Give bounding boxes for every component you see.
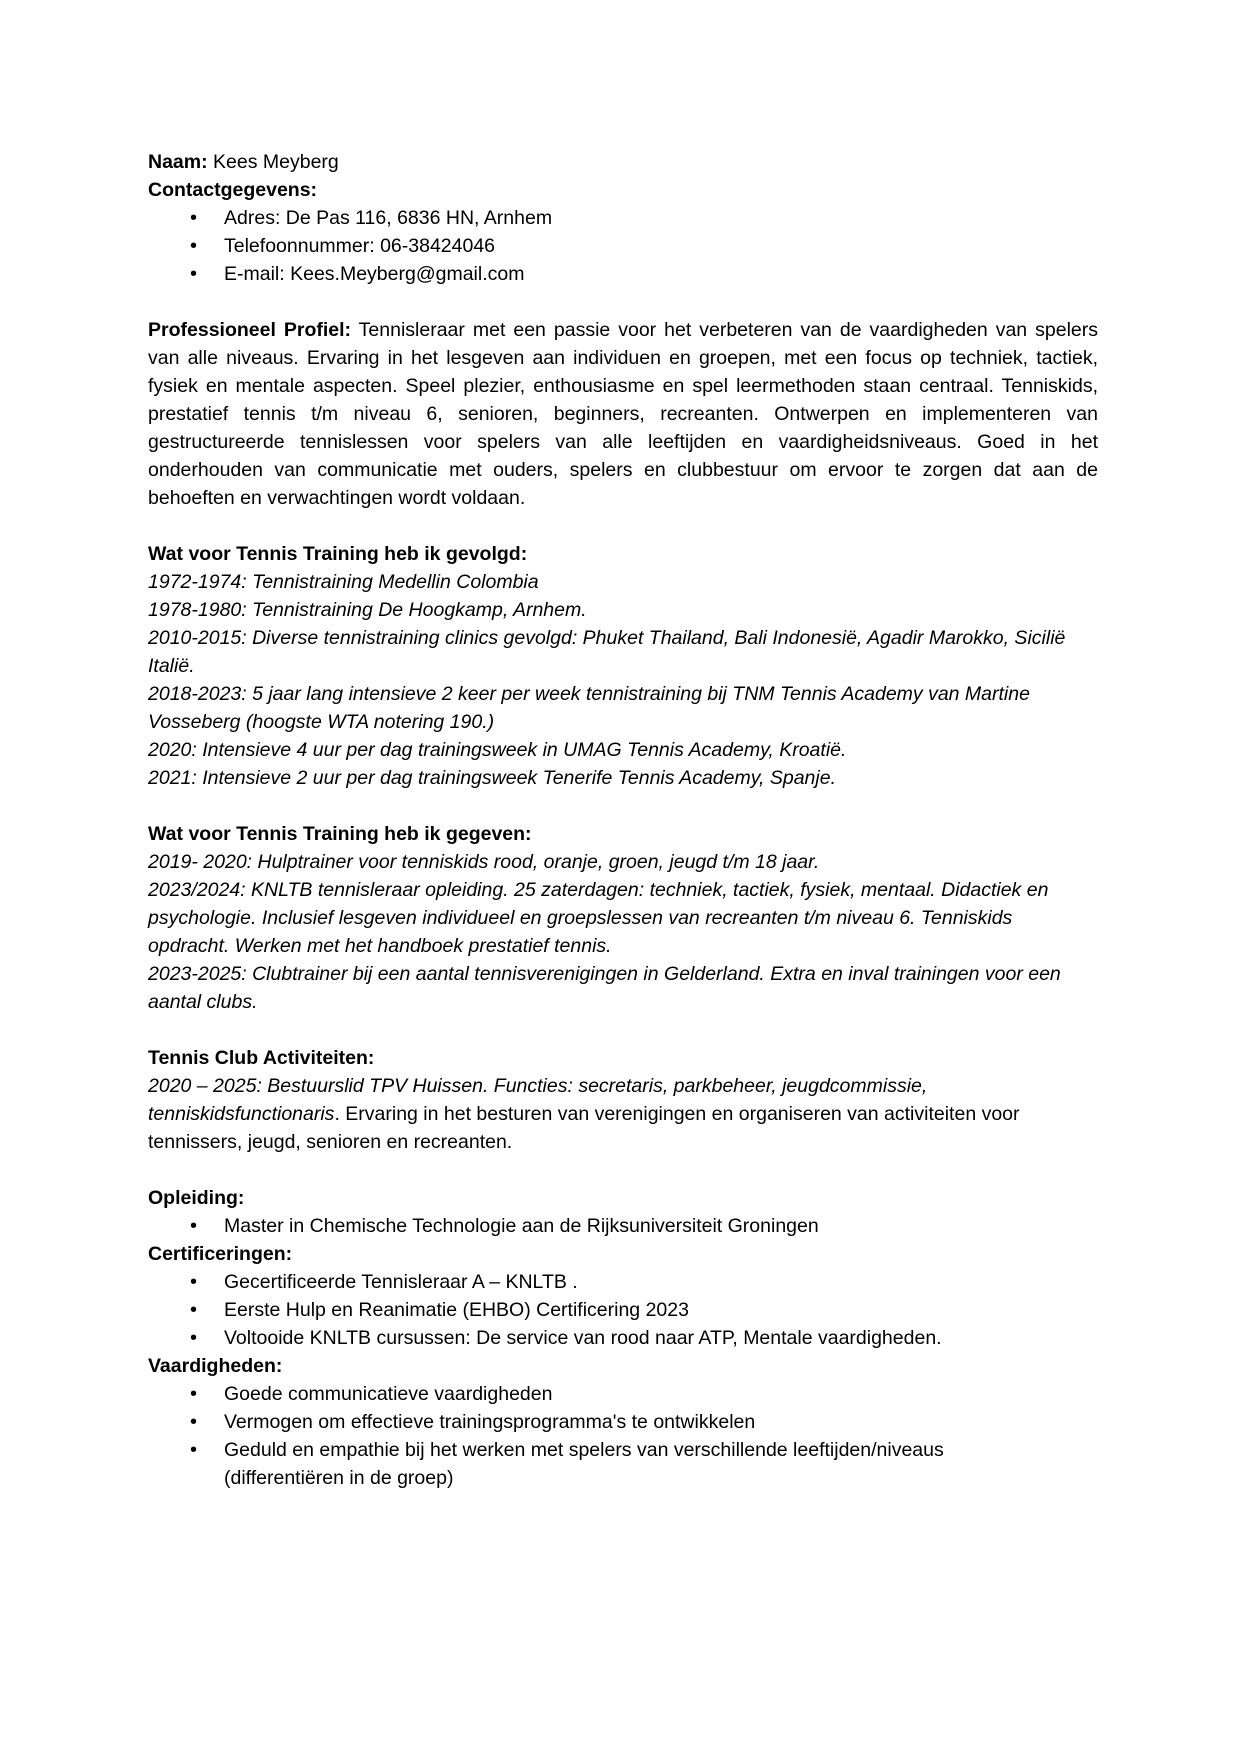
training-given-heading: Wat voor Tennis Training heb ik gegeven: <box>148 823 532 845</box>
contact-list <box>148 204 1098 288</box>
education-item: • Master in Chemische Technologie aan de Rijksuniversiteit Groningen <box>148 1212 1098 1240</box>
club-heading: Tennis Club Activiteiten: <box>148 1047 375 1069</box>
profile-text: Tennisleraar met een passie voor het verbeteren van de vaardigheden van spelers van alle niveaus. Ervaring in het lesgeven aan individuen en groepen, met een focus op techniek, tactiek, fysiek en mentale aspecten. Speel plezier, enthousiasme en spel leermethoden staan centraal. Tenniskids, prestatief tennis t/m niveau 6, senioren, beginners, recreanten. Ontwerpen en implementeren van gestructureerde tennislessen voor spelers van alle leeftijden en vaardigheidsniveaus. Goed in het onderhouden van communicatie met ouders, spelers en clubbestuur om ervoor te zorgen dat aan de behoeften en verwachtingen wordt voldaan. <box>148 319 1098 509</box>
training-given-list <box>148 848 1098 1016</box>
education-heading: Opleiding: <box>148 1187 245 1209</box>
training-given-entry: 2023-2025: Clubtrainer bij een aantal tennisverenigingen in Gelderland. Extra en inval trainingen voor een aantal clubs. <box>148 963 1061 1013</box>
resume-page <box>148 148 1098 1492</box>
spacer <box>148 1156 1098 1184</box>
contact-email: • E-mail: Kees.Meyberg@gmail.com <box>148 260 1098 288</box>
skills-heading: Vaardigheden: <box>148 1355 283 1377</box>
club-entry-text: . Ervaring in het besturen van verenigingen en organiseren van activiteiten voor tennissers, jeugd, senioren en recreanten. <box>148 1103 1020 1153</box>
club-entry <box>148 1072 1098 1156</box>
skill-item: • Goede communicatieve vaardigheden <box>148 1380 1098 1408</box>
spacer <box>148 1016 1098 1044</box>
certifications-list <box>148 1268 1098 1352</box>
certification-item: • Gecertificeerde Tennisleraar A – KNLTB . <box>148 1268 1098 1296</box>
club-entry-italic: 2020 – 2025: Bestuurslid TPV Huissen. Functies: secretaris, parkbeheer, jeugdcommissie, tenniskidsfunctionaris <box>148 1075 928 1125</box>
training-followed-entry: 1978-1980: Tennistraining De Hoogkamp, Arnhem. <box>148 599 587 621</box>
profile-section <box>148 316 1098 512</box>
training-followed-heading: Wat voor Tennis Training heb ik gevolgd: <box>148 543 528 565</box>
name-line <box>148 148 1098 176</box>
education-list <box>148 1212 1098 1240</box>
training-given-entry: 2023/2024: KNLTB tennisleraar opleiding. 25 zaterdagen: techniek, tactiek, fysiek, mentaal. Didactiek en psychologie. Inclusief lesgeven individueel en groepslessen van recreanten t/m niveau 6. Tenniskids opdracht. Werken met het handboek prestatief tennis. <box>148 879 1049 957</box>
training-followed-entry: 2018-2023: 5 jaar lang intensieve 2 keer per week tennistraining bij TNM Tennis Academy van Martine Vosseberg (hoogste WTA notering 190.) <box>148 683 1030 733</box>
certification-item: • Voltooide KNLTB cursussen: De service van rood naar ATP, Mentale vaardigheden. <box>148 1324 1098 1352</box>
contact-phone: • Telefoonnummer: 06-38424046 <box>148 232 1098 260</box>
contact-heading: Contactgegevens: <box>148 179 318 201</box>
skills-list <box>148 1380 1098 1492</box>
contact-address: • Adres: De Pas 116, 6836 HN, Arnhem <box>148 204 1098 232</box>
spacer <box>148 288 1098 316</box>
name-label: Naam: <box>148 151 208 173</box>
certification-item: • Eerste Hulp en Reanimatie (EHBO) Certificering 2023 <box>148 1296 1098 1324</box>
spacer <box>148 512 1098 540</box>
training-followed-list <box>148 568 1098 792</box>
training-followed-entry: 2021: Intensieve 2 uur per dag trainingsweek Tenerife Tennis Academy, Spanje. <box>148 767 836 789</box>
training-followed-entry: 2010-2015: Diverse tennistraining clinics gevolgd: Phuket Thailand, Bali Indonesië, Agadir Marokko, Sicilië Italië. <box>148 627 1066 677</box>
skill-item: • Geduld en empathie bij het werken met spelers van verschillende leeftijden/niveaus (differentiëren in de groep) <box>148 1436 1098 1492</box>
training-given-entry: 2019- 2020: Hulptrainer voor tenniskids rood, oranje, groen, jeugd t/m 18 jaar. <box>148 851 820 873</box>
profile-label: Professioneel Profiel: <box>148 319 352 341</box>
name-value: Kees Meyberg <box>207 151 339 173</box>
spacer <box>148 792 1098 820</box>
training-followed-entry: 1972-1974: Tennistraining Medellin Colombia <box>148 571 539 593</box>
skill-item: • Vermogen om effectieve trainingsprogramma's te ontwikkelen <box>148 1408 1098 1436</box>
certifications-heading: Certificeringen: <box>148 1243 293 1265</box>
training-followed-entry: 2020: Intensieve 4 uur per dag trainingsweek in UMAG Tennis Academy, Kroatië. <box>148 739 847 761</box>
